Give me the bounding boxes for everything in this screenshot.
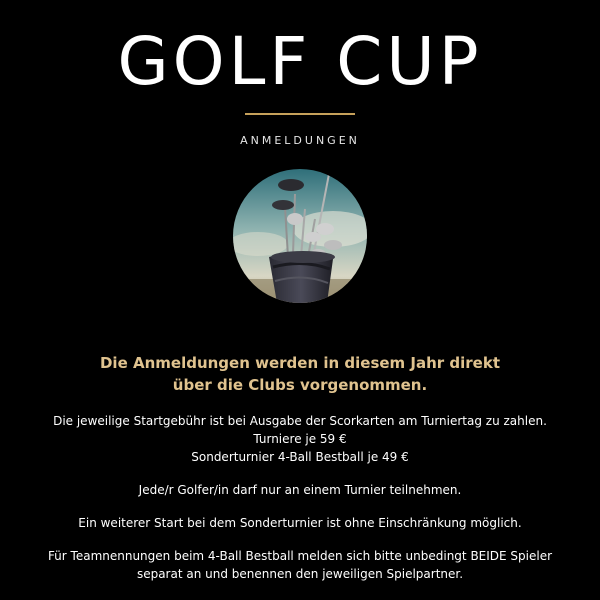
page-subtitle: ANMELDUNGEN [240,134,360,147]
headline-line-1: Die Anmeldungen werden in diesem Jahr direkt [99,354,500,372]
title-divider [245,113,355,115]
tournament-price: Turniere je 59 € [253,432,347,446]
rule-two-text: Ein weiterer Start bei dem Sonderturnier ist ohne Einschränkung möglich. [78,516,522,530]
fee-text: Die jeweilige Startgebühr ist bei Ausgabe der Scorkarten am Turniertag zu zahlen. [53,414,547,428]
rule-paragraph-two [0,514,600,532]
headline-line-2: über die Clubs vorgenommen. [172,376,428,394]
golf-bag-photo-icon [233,169,367,303]
special-tournament-price: Sonderturnier 4-Ball Bestball je 49 € [191,450,409,464]
announcement-headline [0,352,600,396]
team-paragraph [0,547,600,583]
page-title: GOLF CUP [117,23,483,100]
team-text-line-2: separat an und benennen den jeweiligen Spielpartner. [136,567,464,581]
fee-paragraph [0,412,600,466]
team-text-line-1: Für Teamnennungen beim 4-Ball Bestball melden sich bitte unbedingt BEIDE Spieler [47,549,553,563]
rule-paragraph-one [0,481,600,499]
rule-one-text: Jede/r Golfer/in darf nur an einem Turnier teilnehmen. [138,483,462,497]
